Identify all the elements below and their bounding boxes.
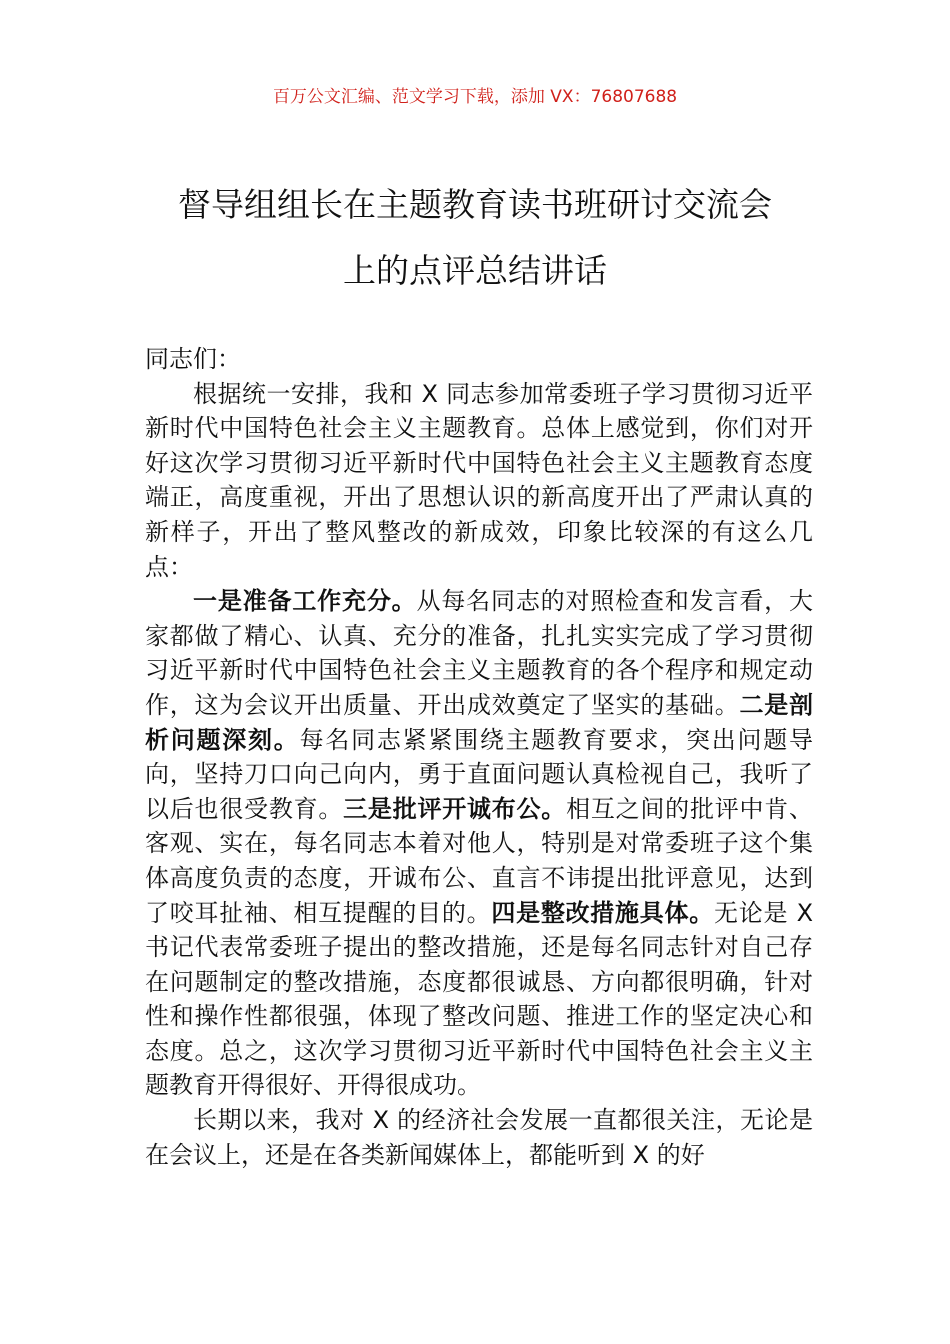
paragraph-continuation: 长期以来，我对 X 的经济社会发展一直都很关注，无论是在会议上，还是在各类新闻媒体上，都能听到 X 的好 [145,1106,813,1169]
point-1-heading: 一是准备工作充分。 [193,587,417,616]
header-watermark-note: 百万公文汇编、范文学习下载，添加 VX：76807688 [272,87,678,107]
point-2-text: 每名同志紧紧围绕主题教育要求，突出问题导向，坚持刀口向己向内，勇于直面问题认真检视自己，我听了以后也很受教育。 [145,725,814,823]
point-3-text: 相互之间的批评中肯、客观、实在，每名同志本着对他人，特别是对常委班子这个集体高度负责的态度，开诚布公、直言不讳提出批评意见，达到了咬耳扯袖、相互提醒的目的。 [145,794,814,927]
document-title [100,172,850,304]
title-line-1: 督导组组长在主题教育读书班研讨交流会 [178,185,772,224]
paragraph-points [145,584,813,1103]
point-4-text: 无论是 X 书记代表常委班子提出的整改措施，还是每名同志针对自己存在问题制定的整改措施，态度都很诚恳、方向都很明确，针对性和操作性都很强，体现了整改问题、推进工作的坚定决心和态度。总之，这次学习贯彻习近平新时代中国特色社会主义主题教育开得很好、开得很成功。 [145,898,814,1100]
point-1-text: 从每名同志的对照检查和发言看，大家都做了精心、认真、充分的准备，扎扎实实完成了学习贯彻习近平新时代中国特色社会主义主题教育的各个程序和规定动作，这为会议开出质量、开出成效奠定了坚实的基础。 [145,587,813,719]
title-line-2: 上的点评总结讲话 [343,251,607,290]
point-3-heading: 三是批评开诚布公。 [343,794,567,823]
salutation: 同志们： [145,345,241,373]
document-body [145,342,813,1172]
point-4-heading: 四是整改措施具体。 [491,898,714,927]
point-2-heading: 二是剖析问题深刻。 [145,690,814,754]
paragraph-intro: 根据统一安排，我和 X 同志参加常委班子学习贯彻习近平新时代中国特色社会主义主题教育。总体上感觉到，你们对开好这次学习贯彻习近平新时代中国特色社会主义主题教育态度端正，高度重视，开出了思想认识的新高度开出了严肃认真的新样子，开出了整风整改的新成效，印象比较深的有这么几点： [145,379,813,581]
